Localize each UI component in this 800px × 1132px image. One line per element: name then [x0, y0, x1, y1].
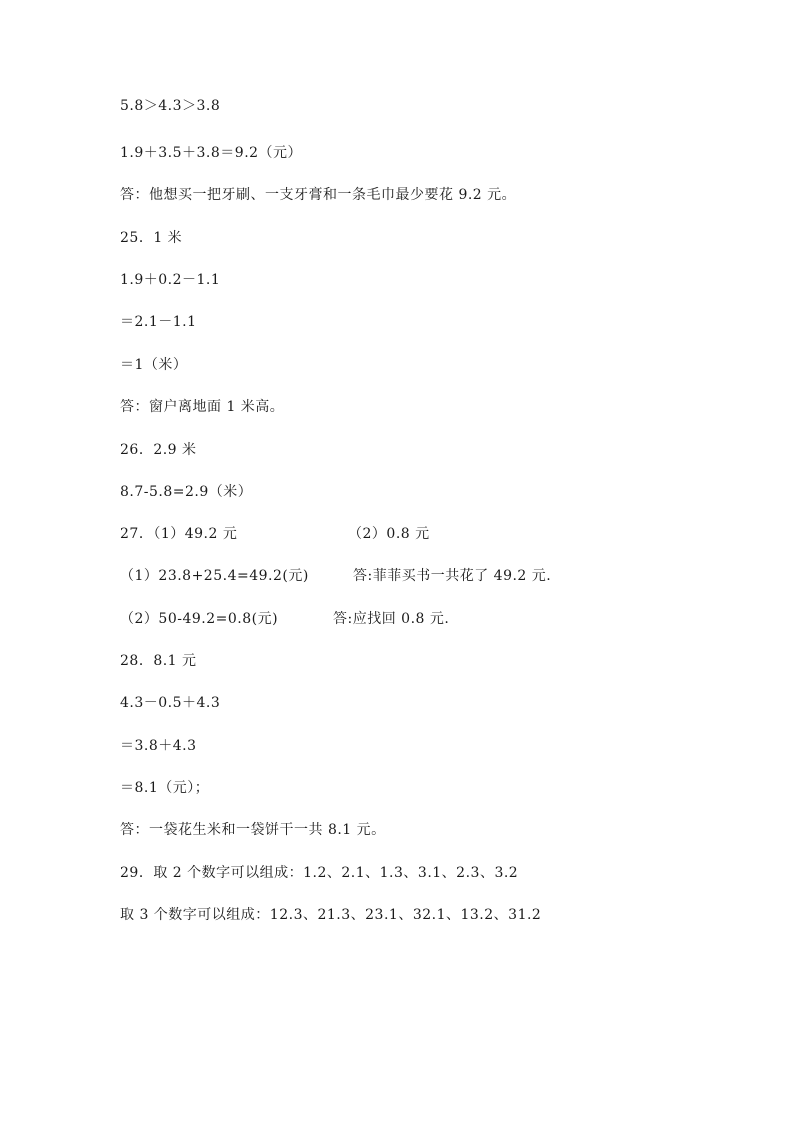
text-line: 8.7-5.8=2.9（米） [120, 484, 253, 500]
answer-line: 答：他想买一把牙刷、一支牙膏和一条毛巾最少要花 9.2 元。 [120, 187, 517, 203]
question-heading: 25．1 米 [120, 230, 183, 246]
answer-line: 答：一袋花生米和一袋饼干一共 8.1 元。 [120, 822, 386, 838]
text-line: ＝1（米） [120, 357, 188, 373]
text-line: （2）50-49.2=0.8(元) [120, 611, 279, 627]
answer-line: 答：窗户离地面 1 米高。 [120, 399, 285, 415]
text-line: ＝3.8＋4.3 [120, 738, 197, 754]
question-heading: 27．（1）49.2 元 [120, 526, 238, 542]
text-line: ＝8.1（元）； [120, 780, 210, 796]
question-heading: 26．2.9 米 [120, 442, 197, 458]
question-part-2: （2）0.8 元 [348, 526, 430, 542]
answer-line: 答:应找回 0.8 元. [333, 611, 450, 627]
question-heading: 28．8.1 元 [120, 653, 197, 669]
text-line: （1）23.8+25.4=49.2(元) [120, 568, 309, 584]
text-line: 1.9＋0.2－1.1 [120, 272, 221, 288]
text-line: 1.9＋3.5＋3.8＝9.2（元） [120, 145, 303, 161]
text-line: 取 3 个数字可以组成：12.3、21.3、23.1、32.1、13.2、31.2 [120, 907, 542, 923]
text-line: 4.3－0.5＋4.3 [120, 695, 221, 711]
text-line: 5.8＞4.3＞3.8 [120, 98, 221, 114]
question-heading: 29．取 2 个数字可以组成：1.2、2.1、1.3、3.1、2.3、3.2 [120, 865, 519, 881]
text-line: ＝2.1－1.1 [120, 314, 197, 330]
answer-line: 答:菲菲买书一共花了 49.2 元. [353, 568, 552, 584]
